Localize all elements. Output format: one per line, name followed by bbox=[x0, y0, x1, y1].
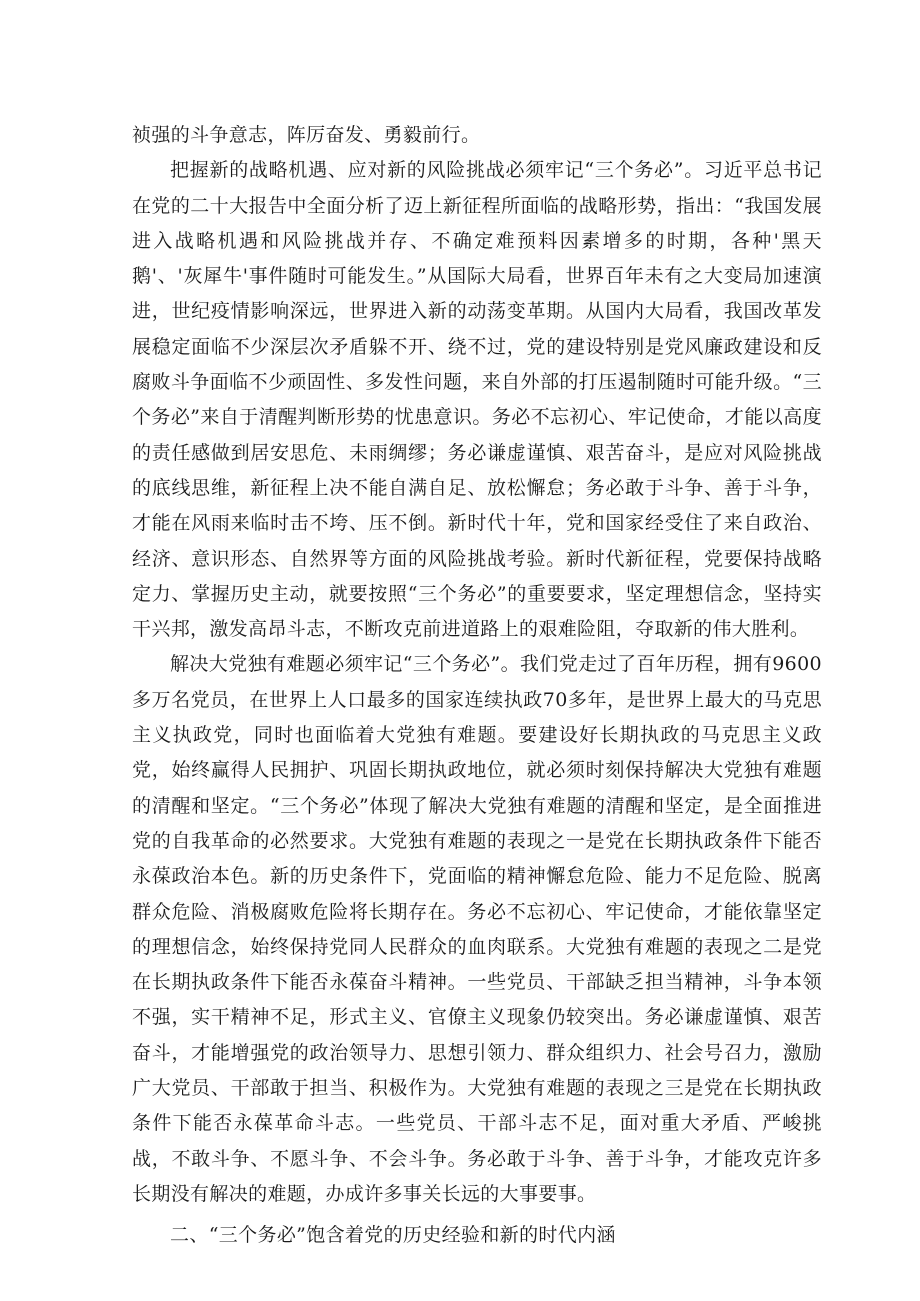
paragraph-strategic-opportunity: 把握新的战略机遇、应对新的风险挑战必须牢记“三个务必”。习近平总书记在党的二十大报告中全面分析了迈上新征程所面临的战略形势，指出：“我国发展进入战略机遇和风险挑战并存、不确定难预料因素增多的时期，各种'黑天鹅'、'灰犀牛'事件随时可能发生。”从国际大局看，世界百年未有之大变局加速演进，世纪疫情影响深远，世界进入新的动荡变革期。从国内大局看，我国改革发展稳定面临不少深层次矛盾躲不开、绕不过，党的建设特别是党风廉政建设和反腐败斗争面临不少顽固性、多发性问题，来自外部的打压遏制随时可能升级。“三个务必”来自于清醒判断形势的忧患意识。务必不忘初心、牢记使命，才能以高度的责任感做到居安思危、未雨绸缪；务必谦虚谨慎、艰苦奋斗，是应对风险挑战的底线思维，新征程上决不能自满自足、放松懈怠；务必敢于斗争、善于斗争，才能在风雨来临时击不垮、压不倒。新时代十年，党和国家经受住了来自政治、经济、意识形态、自然界等方面的风险挑战考验。新时代新征程，党要保持战略定力、掌握历史主动，就要按照“三个务必”的重要要求，坚定理想信念，坚持实干兴邦，激发高昂斗志，不断攻克前进道路上的艰难险阻，夺取新的伟大胜利。 bbox=[132, 159, 822, 641]
document-body bbox=[132, 118, 822, 1254]
paragraph-continuation: 祯强的斗争意志，阵厉奋发、勇毅前行。 bbox=[132, 124, 481, 146]
paragraph-big-party-problems: 解决大党独有难题必须牢记“三个务必”。我们党走过了百年历程，拥有9600多万名党员，在世界上人口最多的国家连续执政70多年，是世界上最大的马克思主义执政党，同时也面临着大党独有难题。要建设好长期执政的马克思主义政党，始终赢得人民拥护、巩固长期执政地位，就必须时刻保持解决大党独有难题的清醒和坚定。“三个务必”体现了解决大党独有难题的清醒和坚定，是全面推进党的自我革命的必然要求。大党独有难题的表现之一是党在长期执政条件下能否永葆政治本色。新的历史条件下，党面临的精神懈怠危险、能力不足危险、脱离群众危险、消极腐败危险将长期存在。务必不忘初心、牢记使命，才能依靠坚定的理想信念，始终保持党同人民群众的血肉联系。大党独有难题的表现之二是党在长期执政条件下能否永葆奋斗精神。一些党员、干部缺乏担当精神，斗争本领不强，实干精神不足，形式主义、官僚主义现象仍较突出。务必谦虚谨慎、艰苦奋斗，才能增强党的政治领导力、思想引领力、群众组织力、社会号召力，激励广大党员、干部敢于担当、积极作为。大党独有难题的表现之三是党在长期执政条件下能否永葆革命斗志。一些党员、干部斗志不足，面对重大矛盾、严峻挑战，不敢斗争、不愿斗争、不会斗争。务必敢于斗争、善于斗争，才能攻克许多长期没有解决的难题，办成许多事关长远的大事要事。 bbox=[132, 653, 822, 1205]
section-heading: 二、“三个务必”饱含着党的历史经验和新的时代内涵 bbox=[170, 1224, 616, 1247]
